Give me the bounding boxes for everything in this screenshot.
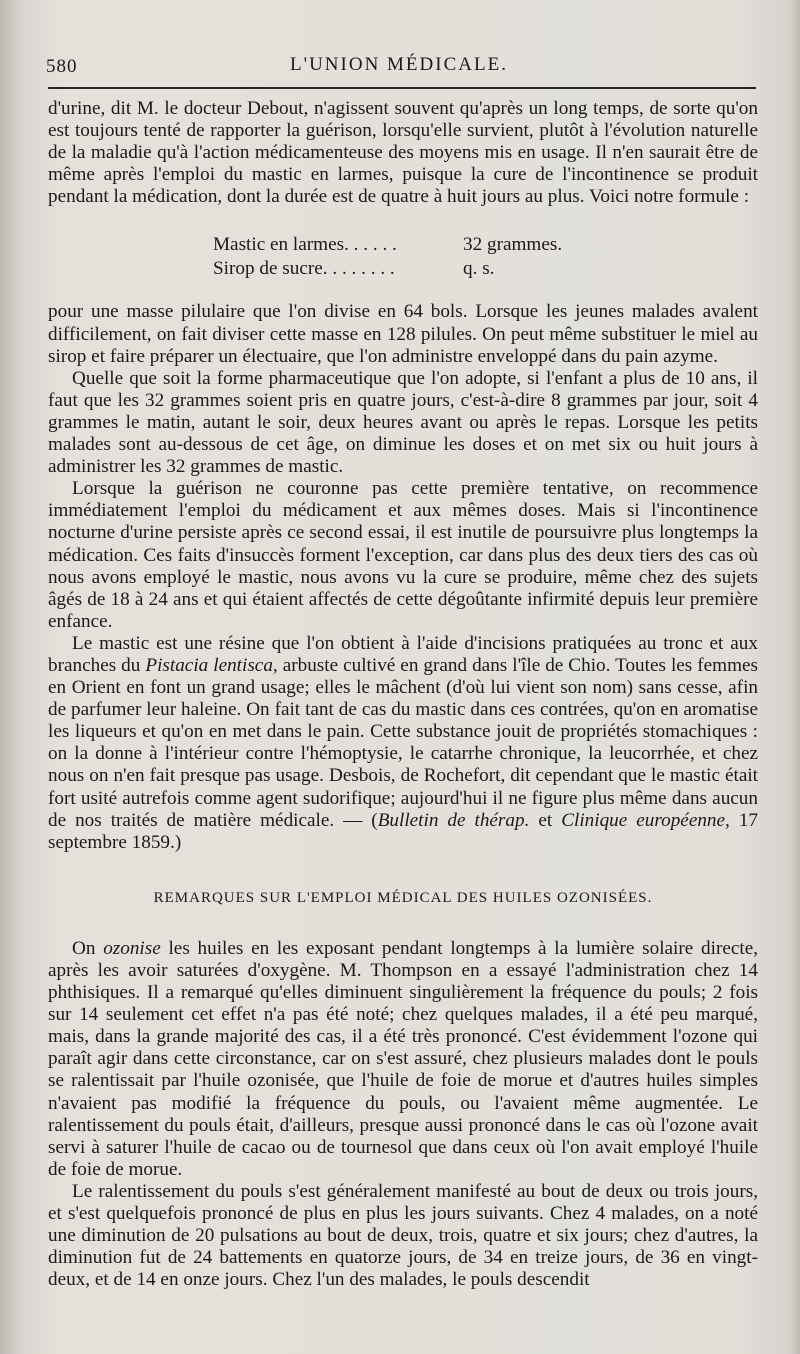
formula-quantity: q. s. [463, 258, 495, 280]
formula [213, 233, 758, 281]
text-run: 17 septembre 1859.) [48, 809, 758, 853]
paragraph-pilules: pour une masse pilulaire que l'on divise en 64 bols. Lorsque les jeunes malades avalent difficilement, on fait diviser cette masse en 128 pilules. On peut même substituer le miel au sirop et faire préparer un électuaire, que l'on administre enveloppé dans du pain azyme. [48, 301, 758, 367]
paragraph-dosage: Quelle que soit la forme pharmaceutique que l'on adopte, si l'enfant a plus de 10 ans, il faut que les 32 grammes soient pris en quatre jours, c'est-à-dire 8 grammes par jour, soit 4 grammes le matin, autant le soir, deux heures avant ou après le repas. Lorsque les petits malades sont au-dessous de cet âge, on diminue les doses et on met six ou huit jours à administrer les 32 grammes de mastic. [48, 367, 758, 478]
italic-run: ozonise [103, 937, 161, 959]
formula-ingredient: Mastic en larmes. . . . . . [213, 234, 397, 256]
text-run: les huiles en les exposant pendant longtemps à la lumière solaire directe, après les avoir saturées d'oxygène. M. Thompson en a essayé l'administration chez 14 phthisiques. Il a remarqué qu'elles diminuent singulièrement la fréquence du pouls; 2 fois sur 14 seulement cet effet n'a pas été noté; chez quelques malades, il a été peu marqué, mais, dans la grande majorité des cas, il a été très prononcé. C'est évidemment l'ozone qui paraît agir dans cette circonstance, car on s'est assuré, chez plusieurs malades dont le pouls se ralentissait par l'huile ozonisée, que l'huile de foie de morue et d'autres huiles simples n'avaient pas modifié la fréquence du pouls, ou l'avaient même augmentée. Le ralentissement du pouls était, d'ailleurs, presque aussi prononcé dans le cas où l'ozone avait servi à saturer l'huile de cacao ou de tournesol que dans ceux où l'on avait employé l'huile de foie de morue. [48, 937, 759, 1180]
text-run: et [529, 809, 562, 831]
paragraph-mastic [48, 633, 758, 854]
italic-run: Bulletin de thérap. [377, 809, 530, 831]
formula-row [213, 233, 758, 257]
paragraph-ralentissement: Le ralentissement du pouls s'est généralement manifesté au bout de deux ou trois jours, et s'est quelquefois prononcé de plus en plus les jours suivants. Chez 4 malades, on a noté une diminution de 20 pulsations au bout de deux, trois, quatre et six jours; chez d'autres, la diminution fut de 24 battements en quatorze jours, de 34 en treize jours, de 36 en vingt-deux, et de 14 en onze jours. Chez l'un des malades, le pouls descendit [48, 1180, 758, 1291]
page-number: 580 [46, 56, 78, 77]
header-rule [48, 87, 756, 89]
italic-run: Clinique européenne, [561, 809, 730, 831]
italic-run: Pistacia lentisca, [145, 654, 278, 676]
text-run: On [72, 937, 104, 959]
paragraph-ozone [48, 938, 758, 1181]
formula-ingredient: Sirop de sucre. . . . . . . . [213, 258, 395, 280]
body-text [48, 98, 758, 1291]
page-header [46, 50, 752, 80]
formula-row [213, 257, 758, 281]
paragraph-continuation: d'urine, dit M. le docteur Debout, n'agissent souvent qu'après un long temps, de sorte qu'on est toujours tenté de rapporter la guérison, lorsqu'elle survient, plutôt à l'évolution naturelle de la maladie qu'à l'action médicamenteuse des moyens mis en usage. Il n'en saurait être de même après l'emploi du mastic en larmes, puisque la cure de l'incontinence se produit pendant la médication, dont la durée est de quatre à huit jours au plus. Voici notre formule : [48, 98, 758, 208]
text-run: Le mastic est une résine que l'on obtient à l'aide d'incisions pratiquées au tronc et aux branches du [48, 632, 758, 676]
running-title: L'UNION MÉDICALE. [290, 54, 508, 75]
paragraph-guerison: Lorsque la guérison ne couronne pas cette première tentative, on recommence immédiatement l'emploi du médicament et aux mêmes doses. Mais si l'incontinence nocturne d'urine persiste après ce second essai, il est inutile de poursuivre plus longtemps la médication. Ces faits d'insuccès forment l'exception, car dans plus des deux tiers des cas où nous avons employé le mastic, nous avons vu la cure se produire, même chez des sujets âgés de 18 à 24 ans et qui étaient affectés de cette dégoûtante infirmité depuis leur première enfance. [48, 478, 758, 632]
text-run: arbuste cultivé en grand dans l'île de Chio. Toutes les femmes en Orient en font un grand usage; elles le mâchent (d'où lui vient son nom) sans cesse, afin de parfumer leur haleine. On fait tant de cas du mastic dans ces contrées, qu'on en aromatise les liqueurs et qu'on en met dans le pain. Cette substance jouit de propriétés stomachiques : on la donne à l'intérieur contre l'hémoptysie, le catarrhe chronique, la leucorrhée, et chez nous on n'en fait presque pas usage. Desbois, de Rochefort, dit cependant que le mastic était fort usité autrefois comme agent sudorifique; aujourd'hui il ne figure plus même dans aucun de nos traités de matière médicale. — ( [48, 654, 758, 831]
section-heading: REMARQUES SUR L'EMPLOI MÉDICAL DES HUILES OZONISÉES. [153, 889, 653, 906]
formula-quantity: 32 grammes. [463, 234, 563, 256]
